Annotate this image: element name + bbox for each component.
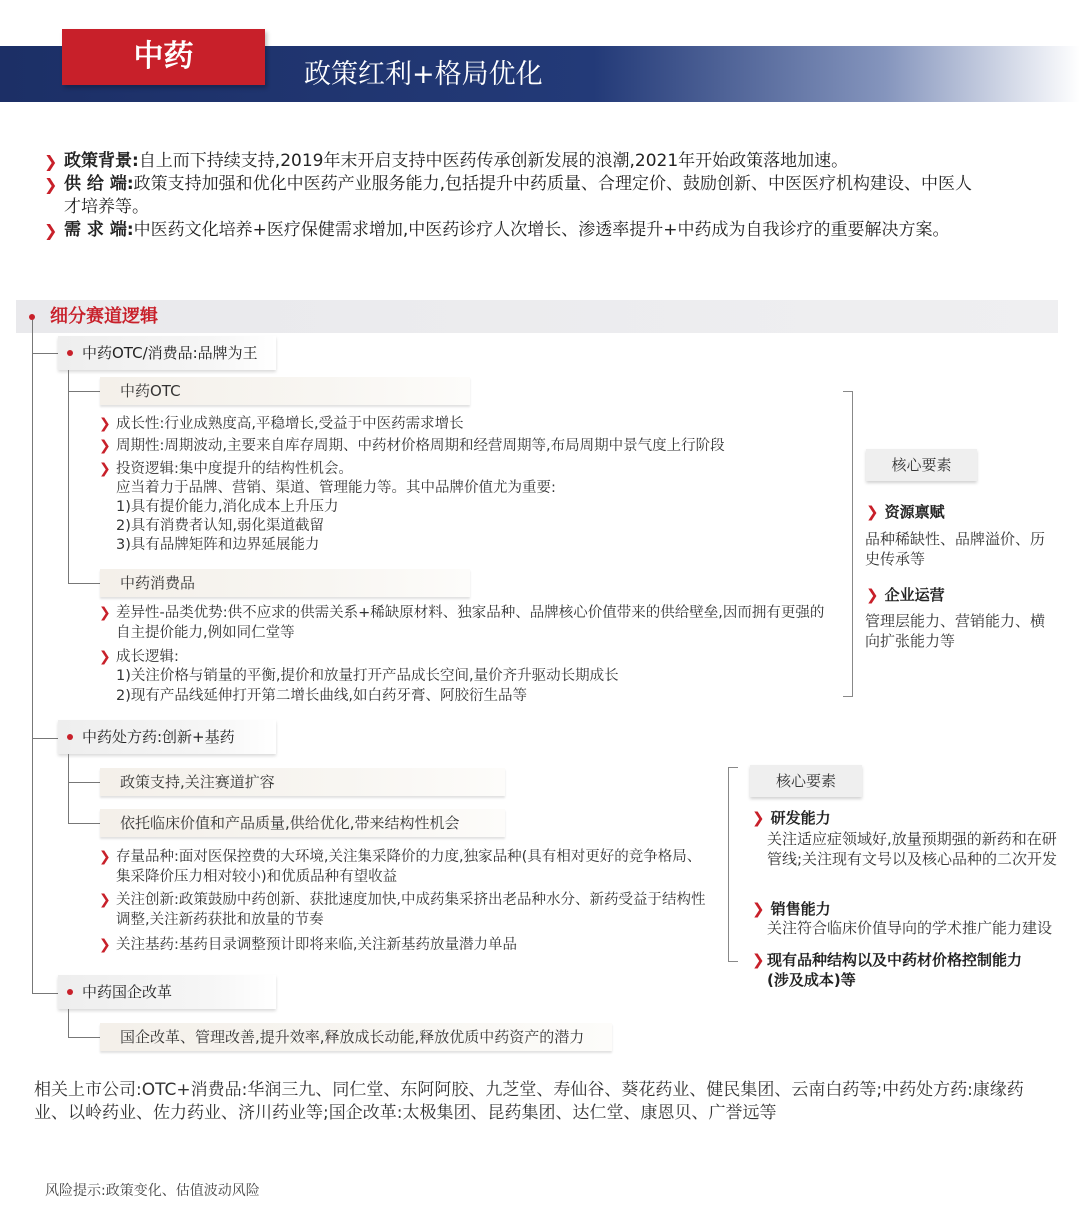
text-line: 1)关注价格与销量的平衡,提价和放量打开产品成长空间,量价齐升驱动长期成长: [116, 668, 619, 684]
bullet-dot-icon: [67, 989, 73, 995]
bullet-dot-icon: [67, 350, 73, 356]
list-item: ❯ 差异性-品类优势:供不应求的供需关系+稀缺原材料、独家品种、品牌核心价值带来的供给壁垒,因而拥有更强的自主提价能力,例如同仁堂等: [99, 605, 825, 641]
chevron-right-icon: ❯: [99, 849, 111, 865]
chevron-right-icon: ❯: [44, 221, 58, 240]
subcategory-otc: 中药OTC: [100, 377, 470, 405]
list-item: ❯ 关注基药:基药目录调整预计即将来临,关注新基药放量潜力单品: [116, 936, 712, 956]
chevron-right-icon: ❯: [752, 951, 765, 969]
tree-branch: [32, 738, 58, 739]
bullet-dot-icon: [67, 734, 73, 740]
tree-branch: [68, 823, 100, 824]
text-line: 1)具有提价能力,消化成本上升压力: [116, 499, 339, 515]
text-line: 2)现有产品线延伸打开第二增长曲线,如白药牙膏、阿胶衍生品等: [116, 688, 527, 704]
chevron-right-icon: ❯: [752, 809, 765, 827]
text-line: 应当着力于品牌、营销、渠道、管理能力等。其中品牌价值尤为重要:: [116, 480, 556, 496]
category-otc: 中药OTC/消费品:品牌为王: [58, 336, 276, 370]
core-element-text: 关注适应症领域好,放量预期强的新药和在研管线;关注现有文号以及核心品种的二次开发: [767, 830, 1058, 868]
chevron-right-icon: ❯: [99, 649, 111, 665]
core-element-text: 品种稀缺性、品牌溢价、历史传承等: [865, 530, 1046, 568]
intro-bullet-demand: ❯ 需 求 端:中医药文化培养+医疗保健需求增加,中医药诊疗人次增长、渗透率提升+中药成为自我诊疗的重要解决方案。: [44, 220, 950, 240]
subcategory-soe-reform: 国企改革、管理改善,提升效率,释放成长动能,释放优质中药资产的潜力: [100, 1023, 612, 1051]
chevron-right-icon: ❯: [866, 586, 879, 604]
intro-bullet-supply: ❯ 供 给 端:政策支持加强和优化中医药产业服务能力,包括提升中药质量、合理定价、鼓励创新、中医医疗机构建设、中医人才培养等。: [44, 174, 973, 217]
tree-branch: [68, 1037, 100, 1038]
list-item: ❯ 成长逻辑:: [116, 648, 816, 668]
tree-trunk: [32, 320, 33, 993]
core-elements-box: 核心要素: [750, 765, 862, 797]
related-companies: 相关上市公司:OTC+消费品:华润三九、同仁堂、东阿阿胶、九芝堂、寿仙谷、葵花药业、健民集团、云南白药等;中药处方药:康缘药业、以岭药业、佐力药业、济川药业等;国企改革:太极集团、昆药集团、达仁堂、康恩贝、广誉远等: [34, 1080, 1024, 1123]
chevron-right-icon: ❯: [866, 503, 879, 521]
list-item: ❯ 投资逻辑:集中度提升的结构性机会。: [116, 460, 816, 480]
tree-branch: [68, 583, 100, 584]
chevron-right-icon: ❯: [99, 892, 111, 908]
header-tag: 中药: [62, 29, 265, 85]
page-title: 政策红利+格局优化: [304, 59, 543, 90]
chevron-right-icon: ❯: [99, 416, 111, 432]
category-rx: 中药处方药:创新+基药: [58, 720, 276, 754]
tree-trunk: [68, 1009, 69, 1037]
tree-branch: [68, 391, 100, 392]
core-element-heading: ❯ 企业运营: [866, 586, 945, 604]
chevron-right-icon: ❯: [752, 900, 765, 918]
list-item: ❯ 周期性:周期波动,主要来自库存周期、中药材价格周期和经营周期等,布局周期中景气度上行阶段: [116, 437, 816, 457]
tree-trunk: [68, 370, 69, 584]
section-bar: [16, 300, 1058, 333]
tree-branch: [68, 782, 100, 783]
text-line: 3)具有品牌矩阵和边界延展能力: [116, 537, 320, 553]
subcategory-clinical: 依托临床价值和产品质量,供给优化,带来结构性机会: [100, 809, 505, 837]
tree-trunk: [68, 754, 69, 823]
risk-note: 风险提示:政策变化、估值波动风险: [45, 1183, 260, 1199]
chevron-right-icon: ❯: [99, 605, 111, 621]
category-soe: 中药国企改革: [58, 975, 276, 1009]
core-element-heading: ❯ 销售能力: [752, 900, 831, 918]
tree-branch: [32, 993, 58, 994]
list-item: ❯ 成长性:行业成熟度高,平稳增长,受益于中医药需求增长: [116, 415, 816, 435]
chevron-right-icon: ❯: [99, 937, 111, 953]
section-title: 细分赛道逻辑: [50, 306, 158, 327]
chevron-right-icon: ❯: [44, 175, 58, 194]
list-item: ❯ 关注创新:政策鼓励中药创新、获批速度加快,中成药集采挤出老品种水分、新药受益于结构性调整,关注新药获批和放量的节奏: [99, 892, 706, 928]
list-item: ❯ 存量品种:面对医保控费的大环境,关注集采降价的力度,独家品种(具有相对更好的竞争格局、集采降价压力相对较小)和优质品种有望收益: [99, 849, 702, 885]
core-element-text: 关注符合临床价值导向的学术推广能力建设: [767, 919, 1053, 937]
text-line: 2)具有消费者认知,弱化渠道截留: [116, 518, 324, 534]
bracket: [728, 767, 738, 962]
intro-bullet-policy: ❯ 政策背景:自上而下持续支持,2019年末开启支持中医药传承创新发展的浪潮,2021年开始政策落地加速。: [44, 151, 849, 171]
core-element-text: 管理层能力、营销能力、横向扩张能力等: [865, 612, 1046, 650]
subcategory-policy: 政策支持,关注赛道扩容: [100, 768, 505, 796]
chevron-right-icon: ❯: [99, 461, 111, 477]
tree-branch: [32, 353, 58, 354]
chevron-right-icon: ❯: [44, 152, 58, 171]
bracket: [843, 391, 853, 697]
core-element-heading: ❯ 研发能力: [752, 809, 831, 827]
core-elements-box: 核心要素: [866, 449, 977, 481]
core-element-heading: ❯ 现有品种结构以及中药材价格控制能力(涉及成本)等: [752, 951, 1023, 989]
subcategory-consumer: 中药消费品: [100, 569, 470, 597]
core-element-heading: ❯ 资源禀赋: [866, 503, 945, 521]
chevron-right-icon: ❯: [99, 438, 111, 454]
